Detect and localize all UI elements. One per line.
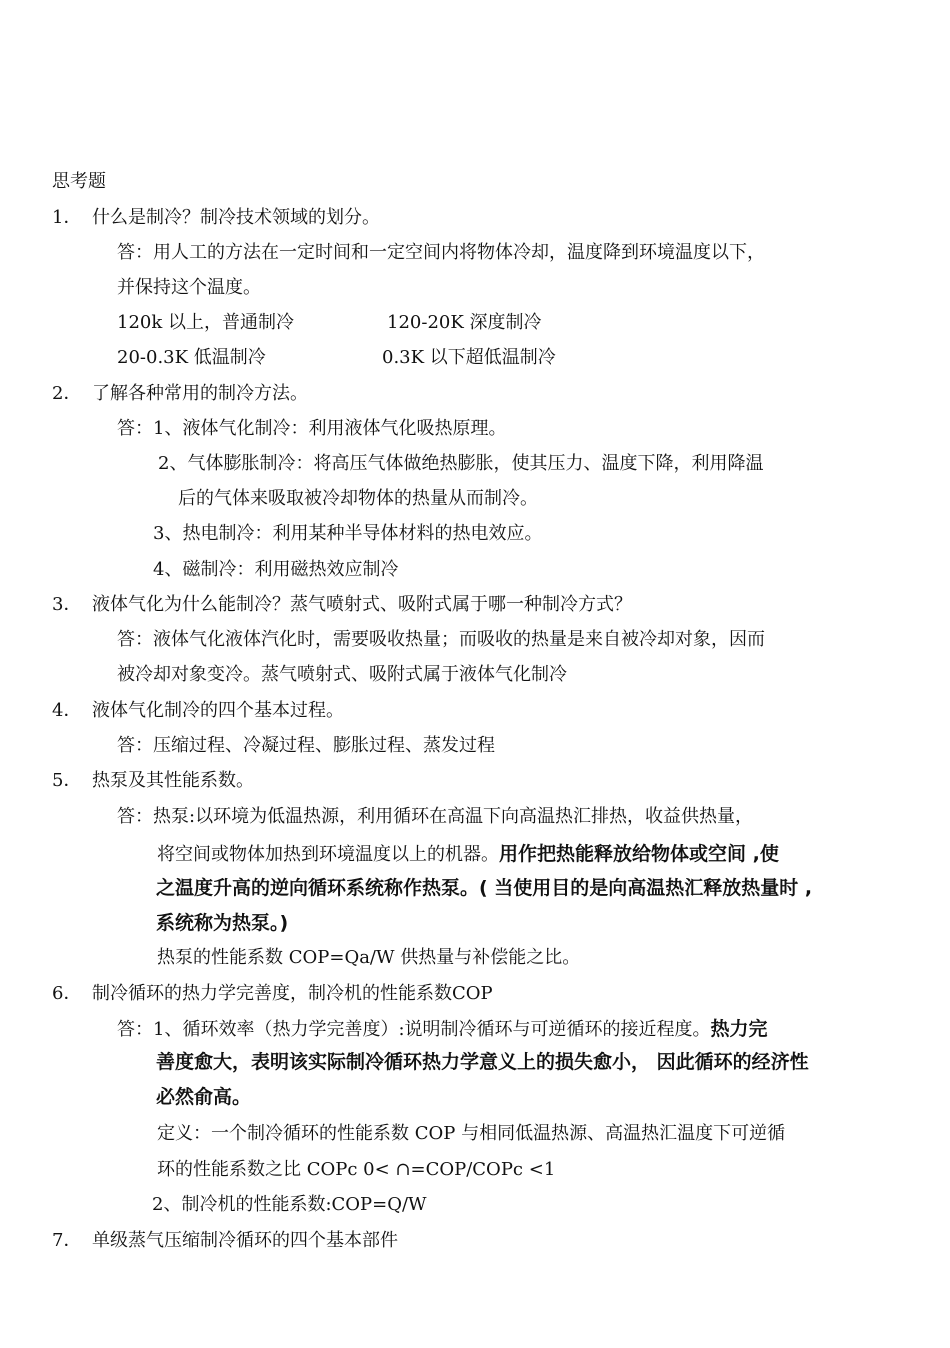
answer-5-line-2 bbox=[157, 842, 779, 867]
question-3-number: 3． bbox=[52, 594, 82, 615]
answer-3-line-2: 被冷却对象变冷。蒸气喷射式、吸附式属于液体气化制冷 bbox=[117, 664, 567, 685]
answer-6-line-3: 必然俞高。 bbox=[156, 1086, 252, 1108]
answer-1-range-2a: 20-0.3K 低温制冷 bbox=[117, 347, 266, 368]
answer-2-line-3: 后的气体来吸取被冷却物体的热量从而制冷。 bbox=[178, 488, 538, 509]
answer-2-line-4: 3、热电制冷：利用某种半导体材料的热电效应。 bbox=[153, 523, 543, 544]
answer-5-line-3: 之温度升高的逆向循环系统称作热泵。( 当使用目的是向高温热汇释放热量时 , bbox=[156, 877, 813, 899]
answer-6-line-4: 定义：一个制冷循环的性能系数 COP 与相同低温热源、高温热汇温度下可逆循 bbox=[157, 1123, 786, 1144]
answer-2-line-1: 答：1、液体气化制冷：利用液体气化吸热原理。 bbox=[117, 418, 507, 439]
question-2-number: 2． bbox=[52, 383, 82, 404]
answer-1-line-2: 并保持这个温度。 bbox=[117, 277, 261, 298]
question-4-text: 液体气化制冷的四个基本过程。 bbox=[92, 700, 344, 721]
answer-1-range-1b: 120-20K 深度制冷 bbox=[387, 312, 542, 333]
answer-2-line-2: 2、气体膨胀制冷：将高压气体做绝热膨胀，使其压力、温度下降，利用降温 bbox=[158, 453, 764, 474]
answer-1-range-1a: 120k 以上，普通制冷 bbox=[117, 312, 294, 333]
question-2-text: 了解各种常用的制冷方法。 bbox=[92, 383, 308, 404]
answer-5-line-4: 系统称为热泵。) bbox=[156, 912, 289, 934]
question-7-text: 单级蒸气压缩制冷循环的四个基本部件 bbox=[92, 1230, 398, 1251]
answer-6-line-5: 环的性能系数之比 COPc 0< ∩=COP/COPc <1 bbox=[157, 1159, 556, 1180]
answer-5-line-5: 热泵的性能系数 COP=Qa/W 供热量与补偿能之比。 bbox=[157, 947, 581, 968]
answer-6-line-1 bbox=[117, 1017, 768, 1042]
answer-3-line-1: 答：液体气化液体汽化时，需要吸收热量；而吸收的热量是来自被冷却对象，因而 bbox=[117, 629, 765, 650]
answer-5-line-1: 答：热泵:以环境为低温热源，利用循环在高温下向高温热汇排热，收益供热量， bbox=[117, 806, 754, 827]
answer-6-line-6: 2、制冷机的性能系数:COP=Q/W bbox=[152, 1194, 427, 1215]
question-3-text: 液体气化为什么能制冷？蒸气喷射式、吸附式属于哪一种制冷方式？ bbox=[92, 594, 632, 615]
question-7-number: 7． bbox=[52, 1230, 82, 1251]
question-1-text: 什么是制冷？制冷技术领域的划分。 bbox=[92, 207, 380, 228]
answer-1-line-1: 答：用人工的方法在一定时间和一定空间内将物体冷却，温度降到环境温度以下， bbox=[117, 242, 765, 263]
question-5-number: 5． bbox=[52, 770, 82, 791]
answer-1-range-2b: 0.3K 以下超低温制冷 bbox=[382, 347, 556, 368]
question-5-text: 热泵及其性能系数。 bbox=[92, 770, 254, 791]
answer-2-line-5: 4、磁制冷：利用磁热效应制冷 bbox=[153, 559, 399, 580]
question-4-number: 4． bbox=[52, 700, 82, 721]
answer-5-line-2-bold: 用作把热能释放给物体或空间 ,使 bbox=[499, 843, 779, 865]
answer-4-line-1: 答：压缩过程、冷凝过程、膨胀过程、蒸发过程 bbox=[117, 735, 495, 756]
question-1-number: 1． bbox=[52, 207, 82, 228]
page-heading: 思考题 bbox=[52, 171, 106, 192]
answer-5-line-2-plain: 将空间或物体加热到环境温度以上的机器。 bbox=[157, 844, 499, 865]
question-6-text: 制冷循环的热力学完善度，制冷机的性能系数COP bbox=[92, 983, 493, 1004]
answer-6-line-1-plain: 答：1、循环效率（热力学完善度）:说明制冷循环与可逆循环的接近程度。 bbox=[117, 1019, 711, 1040]
answer-6-line-2: 善度愈大，表明该实际制冷循环热力学意义上的损失愈小， 因此循环的经济性 bbox=[156, 1051, 809, 1073]
question-6-number: 6． bbox=[52, 983, 82, 1004]
answer-6-line-1-bold: 热力完 bbox=[710, 1018, 768, 1040]
